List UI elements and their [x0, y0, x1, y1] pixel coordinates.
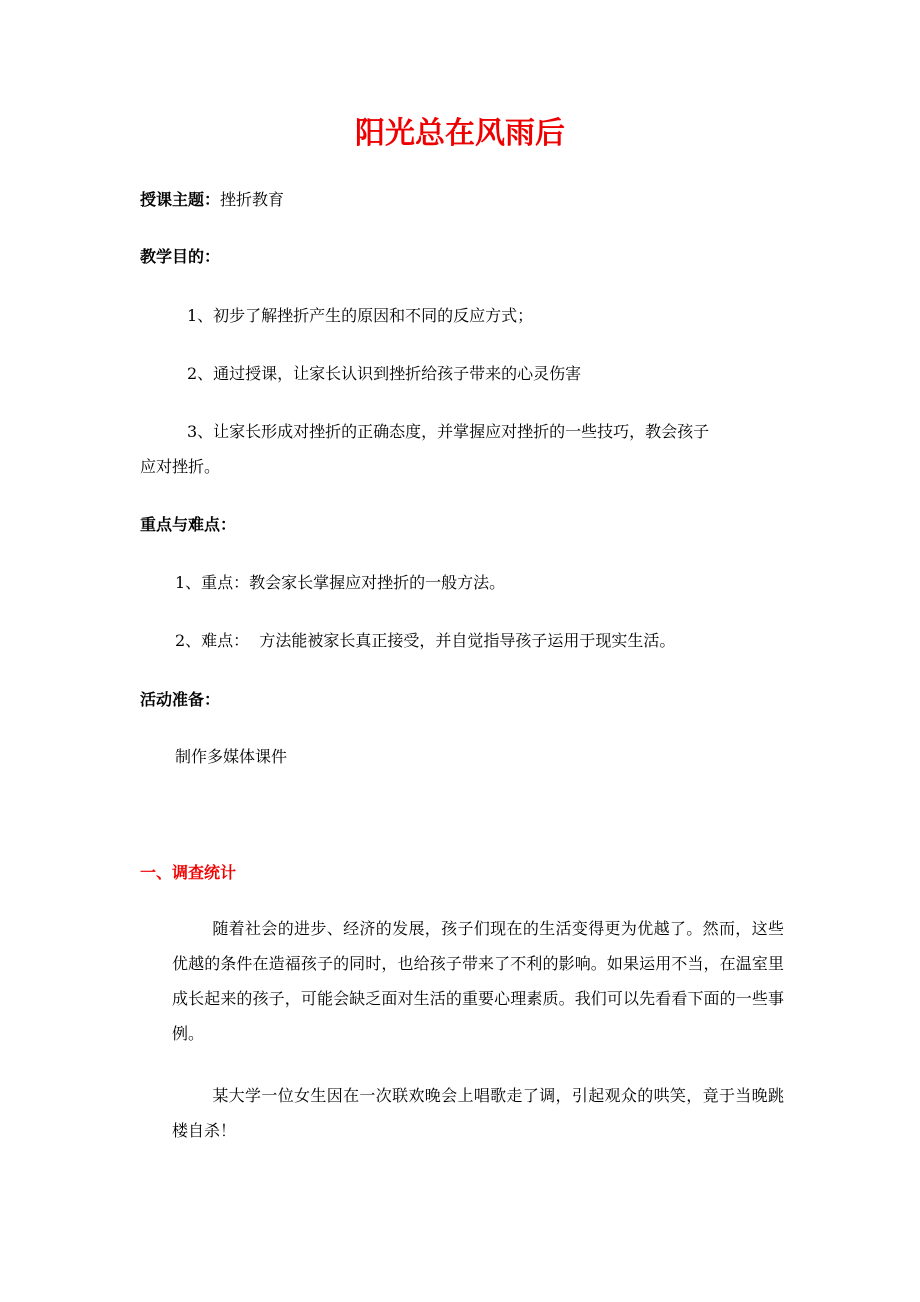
section-paragraph-1 — [172, 911, 784, 1051]
preparation-label: 活动准备： — [140, 690, 221, 709]
objective-item-2: 2、通过授课，让家长认识到挫折给孩子带来的心灵伤害 — [187, 364, 582, 383]
paragraph-1-text: 随着社会的进步、经济的发展，孩子们现在的生活变得更为优越了。然而，这些优越的条件在造福孩子的同时，也给孩子带来了不利的影响。如果运用不当，在温室里成长起来的孩子，可能会缺乏面对生活的重要心理素质。我们可以先看看下面的一些事例。 — [172, 919, 784, 1043]
key-point-2: 2、难点： 方法能被家长真正接受，并自觉指导孩子运用于现实生活。 — [175, 631, 676, 650]
topic-value: 挫折教育 — [220, 190, 285, 209]
topic-label: 授课主题： — [140, 190, 221, 209]
paragraph-2-text: 某大学一位女生因在一次联欢晚会上唱歌走了调，引起观众的哄笑，竟于当晚跳楼自杀！ — [172, 1086, 784, 1140]
objective-item-3-continued: 应对挫折。 — [140, 457, 221, 476]
objective-item-1: 1、初步了解挫折产生的原因和不同的反应方式； — [187, 306, 534, 325]
key-point-1: 1、重点：教会家长掌握应对挫折的一般方法。 — [175, 573, 506, 592]
document-title: 阳光总在风雨后 — [355, 116, 565, 151]
section-heading-survey: 一、调查统计 — [140, 863, 237, 882]
section-paragraph-2 — [172, 1078, 784, 1148]
preparation-value: 制作多媒体课件 — [175, 747, 288, 766]
objectives-label: 教学目的： — [140, 247, 221, 266]
topic-line — [140, 188, 284, 212]
objective-item-3: 3、让家长形成对挫折的正确态度，并掌握应对挫折的一些技巧，教会孩子 — [187, 422, 710, 441]
key-points-label: 重点与难点： — [140, 515, 237, 534]
